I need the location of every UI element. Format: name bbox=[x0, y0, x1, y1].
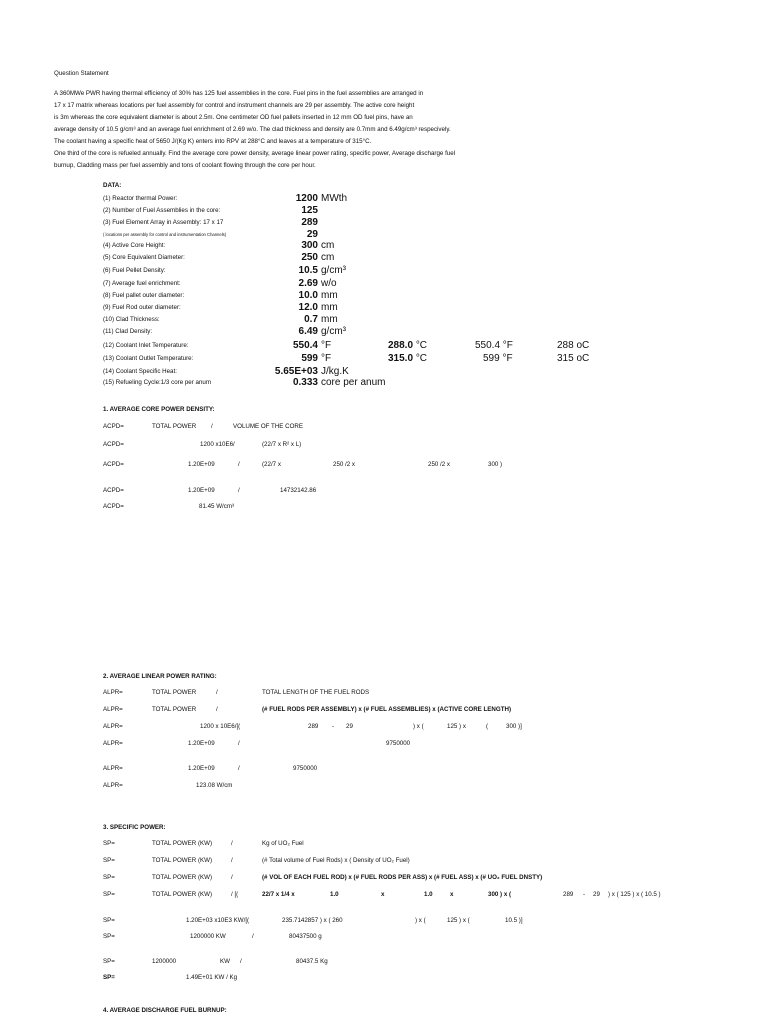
calc-cell: (22/7 x bbox=[262, 461, 281, 468]
calc-cell: 80437500 g bbox=[289, 933, 322, 940]
acpd-result: 81.45 W/cm³ bbox=[199, 503, 235, 510]
data-item-unit: mm bbox=[321, 302, 338, 313]
calc-cell: TOTAL POWER (KW) bbox=[152, 840, 213, 847]
section-3-title: 3. SPECIFIC POWER: bbox=[103, 824, 166, 831]
question-paragraph bbox=[54, 88, 455, 172]
calc-cell: 1.20E+03 x10E3 KW/[( bbox=[186, 917, 250, 924]
calc-cell: x bbox=[381, 891, 385, 898]
calc-cell: VOLUME OF THE CORE bbox=[233, 423, 304, 430]
calc-cell: / bbox=[238, 765, 240, 772]
data-item-unit: g/cm³ bbox=[321, 326, 346, 337]
calc-cell: TOTAL POWER bbox=[152, 423, 197, 430]
calc-cell: TOTAL POWER (KW) bbox=[152, 857, 213, 864]
calc-cell: TOTAL POWER (KW) bbox=[152, 891, 213, 898]
data-item-number: 0.7 bbox=[304, 314, 318, 325]
inlet-temp-oc: 288 oC bbox=[557, 340, 590, 351]
calc-cell: ACPD= bbox=[103, 461, 124, 468]
calc-cell: ALPR= bbox=[103, 765, 123, 772]
alpr-result: 123.08 W/cm bbox=[196, 782, 233, 789]
data-item-number: 289 bbox=[301, 217, 318, 228]
data-item-number: 125 bbox=[301, 205, 318, 216]
calc-cell: / bbox=[216, 689, 218, 696]
data-item-value bbox=[299, 326, 318, 337]
data-item-label: (4) Active Core Height: bbox=[103, 242, 166, 249]
data-item-unit: g/cm³ bbox=[321, 265, 346, 276]
data-item-unit: °F bbox=[321, 353, 332, 364]
calc-cell: 250 /2 x bbox=[333, 461, 356, 468]
calc-cell: 1.0 bbox=[424, 891, 433, 898]
data-item-number: 0.333 bbox=[292, 377, 318, 388]
data-item-value bbox=[299, 290, 318, 301]
data-item-unit: °F bbox=[321, 340, 332, 351]
data-item-value bbox=[296, 193, 318, 204]
calc-cell: - bbox=[583, 891, 586, 898]
calc-cell: 1200 x10E6/ bbox=[200, 441, 235, 448]
calc-cell: 250 /2 x bbox=[428, 461, 451, 468]
calc-cell: SP= bbox=[103, 933, 115, 940]
data-item-label: (8) Fuel pallet outer diameter: bbox=[103, 292, 185, 299]
data-item-label: (3) Fuel Element Array in Assembly: 17 x 17 bbox=[103, 219, 224, 226]
calc-cell: ) x ( bbox=[415, 917, 426, 924]
calc-cell: 1.20E+09 bbox=[188, 765, 215, 772]
data-item-label: (15) Refueling Cycle:1/3 core per anum bbox=[103, 379, 211, 386]
section-1-title: 1. AVERAGE CORE POWER DENSITY: bbox=[103, 406, 215, 413]
data-item-label: (12) Coolant Inlet Temperature: bbox=[103, 342, 189, 349]
calc-cell: 125 ) x bbox=[447, 723, 466, 730]
data-item-label: (6) Fuel Pellet Density: bbox=[103, 267, 166, 274]
calc-cell: / bbox=[238, 461, 240, 468]
calc-cell: / bbox=[240, 958, 242, 965]
calc-cell: SP= bbox=[103, 958, 115, 965]
calc-cell: (# Total volume of Fuel Rods) x ( Density of UO₂ Fuel) bbox=[262, 857, 410, 864]
calc-cell: ) x ( bbox=[413, 723, 424, 730]
data-item-number: 6.49 bbox=[298, 326, 318, 337]
outlet-temp-oc: 315 oC bbox=[557, 353, 590, 364]
data-item-value bbox=[299, 302, 318, 313]
data-item-value bbox=[301, 240, 318, 251]
data-item-value bbox=[301, 353, 318, 364]
calc-cell: ACPD= bbox=[103, 487, 124, 494]
calc-cell: - bbox=[332, 723, 335, 730]
data-item-unit: w/o bbox=[321, 278, 337, 289]
data-item-number: 12.0 bbox=[298, 302, 318, 313]
calc-cell: 300 ) x ( bbox=[488, 891, 512, 898]
calc-cell: 22/7 x 1/4 x bbox=[262, 891, 295, 898]
calc-cell: 1200000 KW bbox=[190, 933, 226, 940]
data-item-value bbox=[301, 252, 318, 263]
question-line: average density of 10.5 g/cm³ and an average fuel enrichment of 2.69 w/o. The clad thickness and density are 0.7mm and 6.49g/cm³ respecively. bbox=[54, 126, 451, 133]
calc-cell: TOTAL LENGTH OF THE FUEL RODS bbox=[262, 689, 370, 696]
question-line: A 360MWe PWR having thermal efficiency of 30% has 125 fuel assemblies in the core. Fuel pins in the fuel assemblies are arranged in bbox=[54, 90, 424, 97]
calc-cell: 80437.5 Kg bbox=[296, 958, 328, 965]
calc-cell: KW bbox=[220, 958, 230, 965]
data-item-number: 10.5 bbox=[298, 265, 318, 276]
data-item-value bbox=[301, 205, 318, 216]
calc-cell: (22/7 x R² x L) bbox=[262, 441, 302, 448]
data-item-number: 300 bbox=[301, 240, 318, 251]
calc-cell: / bbox=[231, 874, 233, 881]
data-item-number: 10.0 bbox=[298, 290, 318, 301]
calc-cell: 289 bbox=[308, 723, 319, 730]
data-item-value bbox=[301, 217, 318, 228]
data-item-label: (7) Average fuel enrichment: bbox=[103, 280, 181, 287]
calc-cell: TOTAL POWER (KW) bbox=[152, 874, 213, 881]
calc-cell: ALPR= bbox=[103, 782, 123, 789]
calc-cell: ALPR= bbox=[103, 723, 123, 730]
data-item-unit: mm bbox=[321, 290, 338, 301]
calc-cell: SP= bbox=[103, 840, 115, 847]
data-item-value bbox=[304, 314, 318, 325]
data-item-value bbox=[299, 278, 318, 289]
data-item-number: 250 bbox=[301, 252, 318, 263]
calc-cell: 1200 x 10E6/[( bbox=[200, 723, 241, 730]
calc-cell: x bbox=[450, 891, 454, 898]
data-item-label: (9) Fuel Rod outer diameter: bbox=[103, 304, 181, 311]
calc-cell: 125 ) x ( bbox=[447, 917, 470, 924]
question-line: is 3m whereas the core equivalent diameter is about 2.5m. One centimeter OD fuel pallets inserted in 12 mm OD fuel pins, have an bbox=[54, 114, 413, 121]
data-item-label: (1) Reactor thermal Power: bbox=[103, 195, 178, 202]
data-item-label: (10) Clad Thickness: bbox=[103, 316, 160, 323]
calc-cell: / bbox=[211, 423, 213, 430]
calc-cell: 1.20E+09 bbox=[188, 740, 215, 747]
data-item-number: 29 bbox=[306, 229, 318, 240]
data-item-number: 5.65E+03 bbox=[274, 366, 318, 377]
calc-cell: TOTAL POWER bbox=[152, 689, 197, 696]
data-item-label: (5) Core Equivalent Diameter: bbox=[103, 254, 185, 261]
calc-cell: SP= bbox=[103, 874, 115, 881]
calc-cell: / bbox=[252, 933, 254, 940]
data-item-unit: MWth bbox=[321, 193, 348, 204]
sp-result: 1.49E+01 KW / Kg bbox=[186, 974, 238, 981]
inlet-temp-f: 550.4 °F bbox=[475, 340, 513, 351]
data-item-number: 2.69 bbox=[298, 278, 318, 289]
calc-cell: / bbox=[216, 706, 218, 713]
calc-cell: 289 bbox=[563, 891, 574, 898]
question-header: Question Statement bbox=[54, 70, 109, 77]
calc-cell: 1.20E+09 bbox=[188, 487, 215, 494]
data-item-number: 550.4 bbox=[292, 340, 318, 351]
calc-cell: 9750000 bbox=[293, 765, 318, 772]
calc-cell: ACPD= bbox=[103, 441, 124, 448]
calc-cell: SP= bbox=[103, 891, 115, 898]
calc-cell: ALPR= bbox=[103, 706, 123, 713]
inlet-temp-c: 288.0 °C bbox=[388, 340, 428, 351]
calc-cell: ACPD= bbox=[103, 423, 124, 430]
data-item-label: ( locations per assembly for control and instrumentation Channels) bbox=[103, 232, 227, 237]
calc-cell: ALPR= bbox=[103, 689, 123, 696]
data-item-number: 1200 bbox=[295, 193, 318, 204]
calc-cell: / [( bbox=[231, 891, 239, 898]
calc-cell: 29 bbox=[346, 723, 353, 730]
calc-cell: ACPD= bbox=[103, 503, 124, 510]
question-line: The coolant having a specific heat of 5650 J/(Kg K) enters into RPV at 288°C and leaves at a temperature of 315°C. bbox=[54, 138, 372, 145]
section-2-title: 2. AVERAGE LINEAR POWER RATING: bbox=[103, 673, 217, 680]
calc-cell: / bbox=[231, 857, 233, 864]
data-item-unit: core per anum bbox=[321, 377, 386, 388]
data-item-value bbox=[293, 377, 318, 388]
calc-cell: 29 bbox=[593, 891, 600, 898]
data-item-unit: cm bbox=[321, 240, 335, 251]
calc-cell: 10.5 )] bbox=[505, 917, 523, 924]
data-item-unit: cm bbox=[321, 252, 335, 263]
data-item-unit: mm bbox=[321, 314, 338, 325]
calc-cell: 1.0 bbox=[330, 891, 339, 898]
section-4-title: 4. AVERAGE DISCHARGE FUEL BURNUP: bbox=[103, 1007, 227, 1014]
calc-cell: 9750000 bbox=[386, 740, 411, 747]
calc-cell: / bbox=[238, 740, 240, 747]
calc-cell: 1.20E+09 bbox=[188, 461, 215, 468]
outlet-temp-f: 599 °F bbox=[483, 353, 513, 364]
data-item-value bbox=[299, 265, 318, 276]
calc-cell: 14732142.86 bbox=[280, 487, 317, 494]
calc-cell: ) x ( 125 ) x ( 10.5 ) bbox=[608, 891, 661, 898]
calc-cell: / bbox=[238, 487, 240, 494]
calc-cell: TOTAL POWER bbox=[152, 706, 197, 713]
data-item-value bbox=[293, 340, 318, 351]
calc-cell: / bbox=[231, 840, 233, 847]
data-item-label: (14) Coolant Specific Heat: bbox=[103, 368, 177, 375]
calc-cell: ALPR= bbox=[103, 740, 123, 747]
calc-cell: 300 ) bbox=[488, 461, 503, 468]
data-item-label: (2) Number of Fuel Assemblies in the core: bbox=[103, 207, 221, 214]
calc-cell: ( bbox=[486, 723, 489, 730]
calc-cell: 300 )] bbox=[506, 723, 522, 730]
calc-cell: SP= bbox=[103, 857, 115, 864]
calc-cell: 235.7142857 ) x ( 260 bbox=[282, 917, 343, 924]
data-title: DATA: bbox=[103, 182, 122, 189]
data-item-value bbox=[307, 229, 318, 240]
outlet-temp-c: 315.0 °C bbox=[388, 353, 428, 364]
calc-cell: SP= bbox=[103, 974, 115, 981]
calc-cell: (# FUEL RODS PER ASSEMBLY) x (# FUEL ASSEMBLIES) x (ACTIVE CORE LENGTH) bbox=[262, 706, 512, 713]
data-item-value bbox=[275, 366, 318, 377]
calc-cell: (# VOL OF EACH FUEL ROD) x (# FUEL RODS PER ASS) x (# FUEL ASS) x (# UO₂ FUEL DNSTY) bbox=[262, 874, 543, 881]
calc-cell: SP= bbox=[103, 917, 115, 924]
data-item-label: (13) Coolant Outlet Temperature: bbox=[103, 355, 194, 362]
question-line: One third of the core is refueled annually. Find the average core power density, average linear power rating, specific power, Average discharge fuel bbox=[54, 150, 456, 157]
calc-cell: Kg of UO₂ Fuel bbox=[262, 840, 304, 847]
question-line: 17 x 17 matrix whereas locations per fuel assembly for control and instrument channels are 29 per assembly. The active core height bbox=[54, 102, 415, 109]
data-item-number: 599 bbox=[301, 353, 318, 364]
question-line: burnup, Cladding mass per fuel assembly and tons of coolant flowing through the core per hour. bbox=[54, 162, 316, 169]
calc-cell: 1200000 bbox=[152, 958, 177, 965]
data-item-unit: J/kg.K bbox=[321, 366, 349, 377]
data-item-label: (11) Clad Density: bbox=[103, 328, 153, 335]
